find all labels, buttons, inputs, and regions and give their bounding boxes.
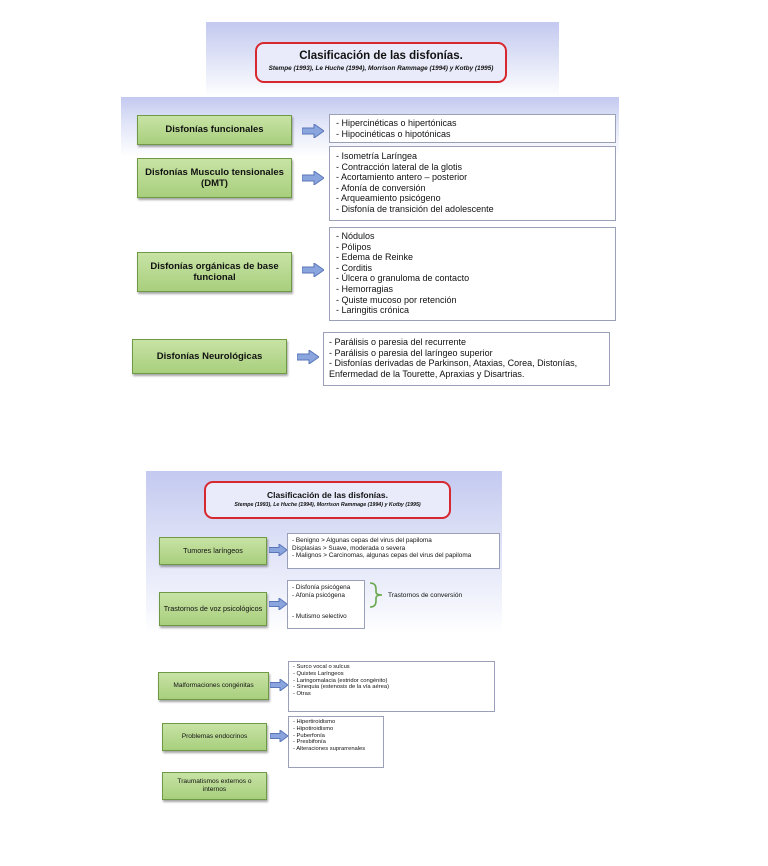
list-endocrinos — [288, 716, 384, 768]
list-item: - Malignos > Carcinomas, algunas cepas del virus del papiloma — [292, 552, 472, 560]
list-malformaciones — [288, 661, 495, 712]
list-item — [292, 599, 360, 613]
list-trastornos — [287, 580, 365, 629]
arrow-icon — [269, 544, 287, 556]
list-organicas — [329, 227, 616, 321]
list-item: - Sinequia (estenosis de la vía aérea) — [293, 684, 390, 691]
category-box-funcionales: Disfonías funcionales — [137, 115, 292, 145]
brace-label: Trastornos de conversión — [388, 592, 463, 599]
bottom-title-box — [204, 481, 451, 519]
list-item: - Disfonía de transición del adolescente — [336, 204, 494, 215]
category-box-malformaciones: Malformaciones congénitas — [158, 672, 269, 700]
list-tumores — [287, 533, 500, 569]
category-box-organicas: Disfonías orgánicas de base funcional — [137, 252, 292, 292]
brace-icon — [368, 582, 388, 608]
list-item: - Hipocinéticas o hipotónicas — [336, 128, 451, 139]
list-item: - Puberfonía — [293, 732, 325, 739]
category-box-trastornos: Trastornos de voz psicológicos — [159, 592, 267, 626]
list-item: - Laringomalacia (estridor congénito) — [293, 677, 388, 684]
list-item: Enfermedad de la Tourette, Apraxias y Disartrias. — [329, 368, 525, 379]
list-item: - Afonía de conversión — [336, 182, 426, 193]
list-item: Displasias > Suave, moderada o severa — [292, 544, 406, 552]
category-box-traumatismos: Traumatismos externos o internos — [162, 772, 267, 800]
category-box-dmt: Disfonías Musculo tensionales (DMT) — [137, 158, 292, 198]
list-item: - Nódulos — [336, 231, 375, 241]
list-item: - Edema de Reinke — [336, 252, 414, 263]
list-item: - Quistes Laríngeos — [293, 670, 344, 677]
category-box-tumores: Tumores laríngeos — [159, 537, 267, 565]
list-item: - Acortamiento antero – posterior — [336, 172, 468, 183]
list-item: - Corditis — [336, 262, 373, 273]
bottom-title: Clasificación de las disfonías. — [267, 490, 388, 500]
category-box-endocrinos: Problemas endocrinos — [162, 723, 267, 751]
list-item: - Otras — [293, 691, 311, 698]
list-item: - Alteraciones suprarrenales — [293, 746, 366, 753]
list-item: - Quiste mucoso por retención — [336, 294, 457, 305]
list-item: - Disfonías derivadas de Parkinson, Ataxias, Corea, Distonías, — [329, 358, 578, 369]
top-subtitle: Stempe (1993), Le Huche (1994), Morrison Rammage (1994) y Kotby (1995) — [268, 65, 494, 72]
list-item: - Disfonía psicógena — [292, 584, 351, 591]
list-item: - Surco vocal o sulcus — [293, 664, 350, 670]
list-item: - Benigno > Algunas cepas del virus del papiloma — [292, 537, 432, 544]
arrow-icon — [302, 263, 324, 277]
list-dmt — [329, 146, 616, 221]
arrow-icon — [297, 350, 319, 364]
list-item: - Presbifonía — [293, 739, 326, 746]
list-item: - Isometría Laríngea — [336, 151, 418, 161]
list-item: - Hipercinéticas o hipertónicas — [336, 118, 457, 128]
list-funcionales — [329, 114, 616, 143]
arrow-icon — [270, 679, 288, 691]
list-item: - Pólipos — [336, 241, 372, 252]
list-item: - Parálisis o paresia del recurrente — [329, 337, 467, 347]
top-title: Clasificación de las disfonías. — [299, 50, 463, 62]
arrow-icon — [269, 598, 287, 610]
list-item: - Hipotiroidismo — [293, 725, 334, 732]
list-neurologicas — [323, 332, 610, 386]
list-item: - Hemorragias — [336, 284, 394, 295]
list-item: - Mutismo selectivo — [292, 613, 347, 621]
bottom-subtitle: Stempe (1993), Le Huche (1994), Morrison Rammage (1994) y Kotby (1995) — [234, 502, 421, 508]
list-item: - Laringitis crónica — [336, 305, 410, 316]
arrow-icon — [270, 730, 288, 742]
list-item: - Afonía psicógena — [292, 591, 345, 599]
top-title-box — [255, 42, 507, 83]
arrow-icon — [302, 124, 324, 138]
list-item: - Contracción lateral de la glotis — [336, 161, 463, 172]
list-item: - Hipertiroidismo — [293, 719, 336, 725]
arrow-icon — [302, 171, 324, 185]
category-box-neurologicas: Disfonías Neurológicas — [132, 339, 287, 374]
list-item: - Parálisis o paresia del laríngeo superior — [329, 347, 493, 358]
list-item: - Arqueamiento psicógeno — [336, 193, 441, 204]
list-item: - Úlcera o granuloma de contacto — [336, 273, 470, 284]
